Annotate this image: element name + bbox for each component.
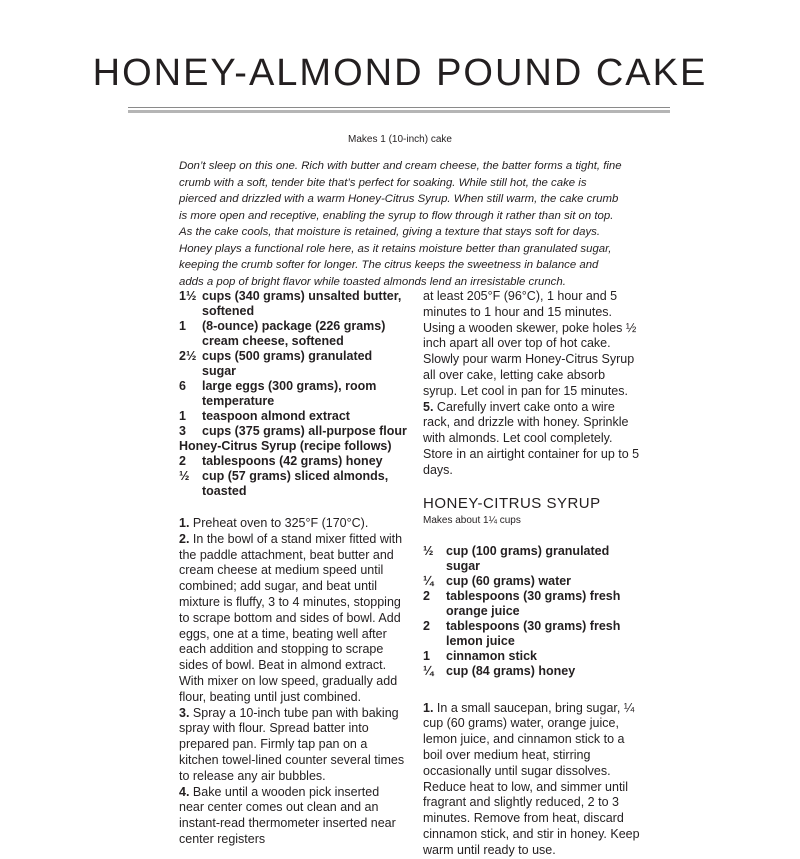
left-column (179, 289, 407, 848)
ingredient-text: teaspoon almond extract (202, 409, 350, 423)
cake-directions (179, 516, 407, 848)
right-column (423, 289, 641, 859)
step-number: 5. (423, 399, 434, 414)
ingredient-text: large eggs (300 grams), room temperature (202, 379, 377, 408)
step-number: 1. (423, 700, 434, 715)
ingredient-item (179, 409, 407, 424)
ingredient-text: tablespoons (42 grams) honey (202, 454, 383, 468)
step-number: 1. (179, 516, 190, 530)
syrup-ingredients (423, 544, 641, 679)
ingredient-item (179, 379, 407, 409)
step-number: 3. (179, 705, 190, 720)
ingredient-qty: 6 (179, 379, 186, 393)
cake-directions-continued (423, 289, 641, 479)
ingredient-qty: ½ (423, 543, 434, 558)
ingredient-subrecipe: Honey-Citrus Syrup (recipe follows) (179, 439, 392, 453)
step-text: In a small saucepan, bring sugar, ¼ cup (60 grams) water, orange juice, lemon juice, and cinnamon stick to a boil over medium heat, stirring occasionally until sugar dissolves. Reduce heat to low, and simmer until fragrant and slightly reduced, 2 to 3 minutes. Remove from heat, discard cinnamon stick, and stir in honey. Keep warm until ready to use. (423, 700, 640, 857)
recipe-title: HONEY-ALMOND POUND CAKE (92, 52, 708, 94)
ingredient-qty: 2 (423, 618, 430, 633)
ingredient-qty: 1 (179, 409, 186, 423)
step-number: 4. (179, 784, 190, 799)
direction-step (423, 400, 641, 479)
direction-step (423, 701, 641, 859)
ingredient-item (179, 349, 407, 379)
step-text: Bake until a wooden pick inserted near center comes out clean and an instant-read thermometer inserted near center registers (179, 784, 396, 846)
ingredient-item (423, 574, 641, 589)
ingredient-item (179, 424, 407, 439)
ingredient-item (423, 589, 641, 619)
ingredient-text: (8-ounce) package (226 grams) cream cheese, softened (202, 319, 386, 348)
ingredient-item (179, 289, 407, 319)
ingredient-text: cup (60 grams) water (446, 573, 572, 588)
ingredient-qty: 2 (179, 454, 186, 468)
ingredient-qty: ¼ (423, 663, 434, 678)
ingredient-item (423, 649, 641, 664)
ingredient-text: cinnamon stick (446, 648, 537, 663)
ingredient-text: cup (84 grams) honey (446, 663, 576, 678)
ingredient-item (179, 319, 407, 349)
ingredient-qty: ½ (179, 469, 190, 483)
ingredient-text: cup (100 grams) granulated sugar (446, 543, 610, 573)
ingredient-text: cups (340 grams) unsalted butter, softened (202, 289, 402, 318)
title-divider-thin (128, 107, 670, 108)
recipe-intro: Don’t sleep on this one. Rich with butter and cream cheese, the batter forms a tight, fine crumb with a soft, tender bite that’s perfect for soaking. While still hot, the cake is pierced and drizzled with a warm Honey-Citrus Syrup. When still warm, the cake crumb is more open and receptive, enabling the syrup to flow through it rather than sit on top. As the cake cools, that moisture is retained, giving a texture that stays soft for days. Honey plays a functional role here, as it retains moisture better than granulated sugar, keeping the crumb softer for longer. The citrus keeps the sweetness in balance and adds a pop of bright flavor while toasted almonds lend an irresistable crunch. (179, 160, 622, 288)
step-text: Preheat oven to 325°F (170°C). (192, 516, 369, 530)
ingredient-qty: 1 (423, 648, 430, 663)
ingredient-qty: 2 (423, 588, 430, 603)
syrup-directions (423, 701, 641, 859)
direction-step-continued: at least 205°F (96°C), 1 hour and 5 minutes to 1 hour and 15 minutes. Using a wooden skewer, poke holes ½ inch apart all over top of hot cake. Slowly pour warm Honey-Citrus Syrup all over cake, letting cake absorb syrup. Let cool in pan for 15 minutes. (423, 289, 637, 398)
direction-step (179, 516, 407, 532)
ingredient-qty: 2½ (179, 349, 197, 363)
step-text: In the bowl of a stand mixer fitted with the paddle attachment, beat butter and cream cheese at medium speed until combined; add sugar, and beat until mixture is fluffy, 3 to 4 minutes, stopping to scrape bottom and sides of bowl. Add eggs, one at a time, beating well after each addition and stopping to scrape sides of bowl. Beat in almond extract. With mixer on low speed, gradually add flour, beating until just combined. (179, 531, 403, 704)
ingredient-qty: 1 (179, 319, 186, 333)
step-text: Carefully invert cake onto a wire rack, and drizzle with honey. Sprinkle with almonds. Let cool completely. Store in an airtight container for up to 5 days. (423, 399, 640, 477)
recipe-yield: Makes 1 (10-inch) cake (348, 134, 452, 145)
ingredient-item (423, 544, 641, 574)
step-text: Spray a 10-inch tube pan with baking spray with flour. Spread batter into prepared pan. Firmly tap pan on a kitchen towel-lined counter several times to release any air bubbles. (179, 705, 405, 783)
ingredient-qty: 3 (179, 424, 186, 438)
cake-ingredients (179, 289, 407, 499)
ingredient-text: tablespoons (30 grams) fresh lemon juice (446, 618, 621, 648)
ingredient-qty: 1½ (179, 289, 197, 303)
ingredient-item (423, 619, 641, 649)
ingredient-item (179, 469, 407, 499)
ingredient-qty: ¼ (423, 573, 434, 588)
syrup-title: HONEY-CITRUS SYRUP (423, 494, 601, 512)
ingredient-item (179, 454, 407, 469)
ingredient-item (423, 664, 641, 679)
ingredient-text: tablespoons (30 grams) fresh orange juice (446, 588, 621, 618)
direction-step (179, 785, 407, 848)
ingredient-text: cups (375 grams) all-purpose flour (202, 424, 407, 438)
title-divider-thick (128, 110, 670, 113)
direction-step (179, 706, 407, 785)
ingredient-text: cup (57 grams) sliced almonds, toasted (202, 469, 389, 498)
step-number: 2. (179, 531, 190, 546)
ingredient-text: cups (500 grams) granulated sugar (202, 349, 373, 378)
direction-step (179, 532, 407, 706)
syrup-yield: Makes about 1¼ cups (423, 514, 521, 526)
